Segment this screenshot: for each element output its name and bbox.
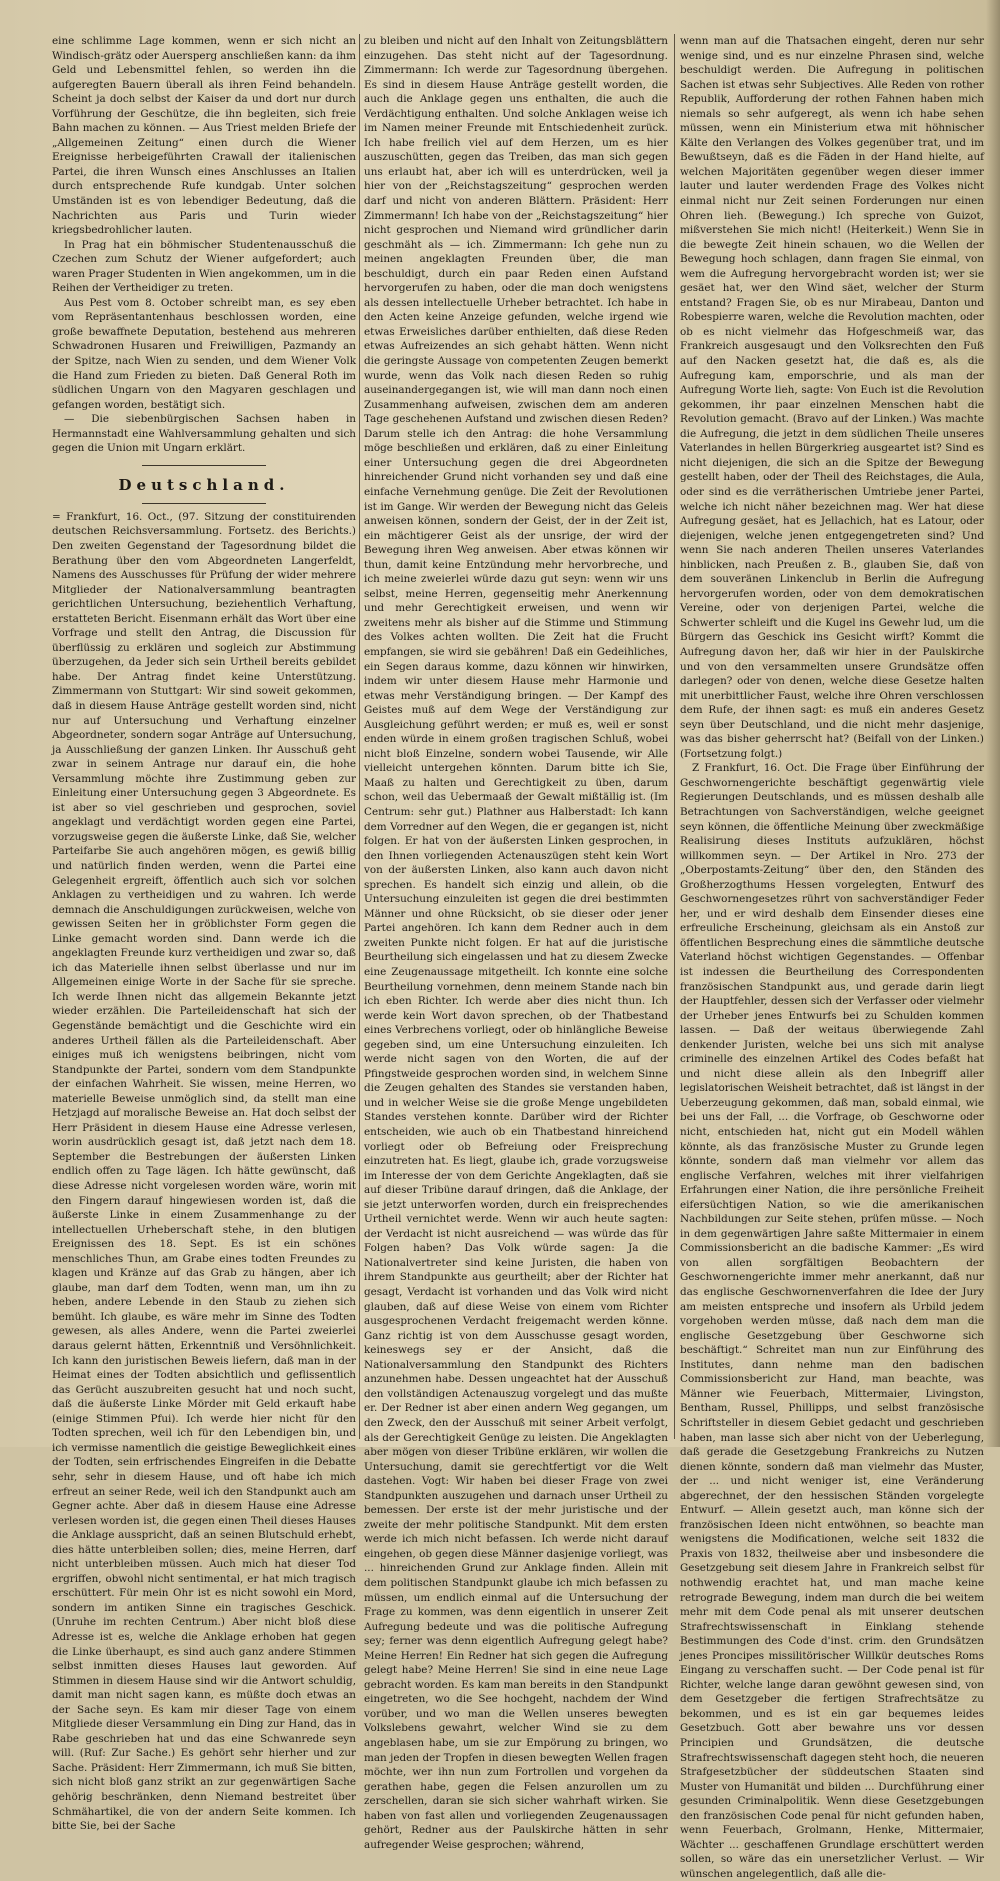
page-edge-shadow [986,0,1000,1447]
column-3-paragraph-2: Z Frankfurt, 16. Oct. Die Frage über Einführung der Geschwornengerichte beschäftigt gegenwärtig viele Regierungen Deutschlands, und es müssen deshalb alle Betrachtungen von Sachverständigen, welche geeignet seyn können, die öffentliche Meinung über zweckmäßige Realisirung dieses Instituts aufzuklären, höchst willkommen seyn. — Der Artikel in Nro. 273 der „Oberpostamts-Zeitung“ über den, den Ständen des Großherzogthums Hessen vorgelegten, Entwurf des Geschwornengesetzes rührt von sachverständiger Feder her, und er wird deshalb dem Einsender dieses eine erfreuliche Erscheinung, gleichsam als ein Anstoß zur öffentlichen Besprechung eines die sämmtliche deutsche Vaterland höchst wichtigen Gegenstandes. — Offenbar ist indessen die Beurtheilung des Correspondenten französischen Standpunkt aus, und gerade darin liegt der Hauptfehler, dessen sich der Verfasser oder vielmehr der Urheber jenes Entwurfs bei zu Schulden kommen lassen. — Daß der weitaus überwiegende Zahl denkender Juristen, welche bei uns sich mit analyse criminelle des einzelnen Artikel des Codes befaßt hat und nicht diese allein als den Inbegriff aller legislatorischen Weisheit betrachtet, daß ist längst in der Ueberzeugung gekommen, daß man, sobald einmal, wie bei uns der Fall, ... die Vorfrage, ob Geschworne oder nicht, entschieden hat, nicht gut ein Modell wählen könnte, als das französische Muster zu Grunde legen könnte, sondern daß man vielmehr vor allem das englische Verfahren, welches mit ihrer vielfahrigen Erfahrungen einer Nation, die ihre persönliche Freiheit eifersüchtigen Nation, so wie die amerikanischen Nachbildungen zur Seite stehen, prüfen müsse. — Noch in dem gegenwärtigen Jahre saßte Mittermaier in einem Commissionsbericht an die badische Kammer: „Es wird von allen sorgfältigen Beobachtern der Geschwornengerichte immer mehr anerkannt, daß nur das englische Geschwornenverfahren die Idee der Jury am meisten entspreche und insofern als Urbild jedem vorgehoben werden müsse, daß nach dem man die englische Gesetzgebung über Geschworne sich beschäftigt.“ Schreitet man nun zur Einführung des Institutes, dann nehme man den badischen Commissionsbericht zur Hand, man beachte, was Männer wie Feuerbach, Mittermaier, Livingston, Bentham, Russel, Phillipps, und selbst französische Schriftsteller in diesem Gebiet gedacht und geschrieben haben, man lasse sich aber nicht von der Ueberlegung, daß gerade die Gesetzgebung Frankreichs zu Nutzen dienen könnte, sondern daß man vielmehr das Muster, der ... und nicht weniger ist, eine Veränderung abgerechnet, der den hessischen Ständen vorgelegte Entwurf. — Allein gesetzt auch, man könne sich der französischen Ideen nicht entwöhnen, so beachte man wenigstens die Modificationen, welche seit 1832 die Praxis von 1832, theilweise aber und insbesondere die Gesetzgebung seit diesem Jahre in Frankreich selbst für nothwendig erachtet hat, und man mache keine retrograde Bewegung, indem man durch die bei weitem mehr mit dem Code penal als mit unserer deutschen Strafrechtswissenschaft in Einklang stehende Bestimmungen des Code d'inst. crim. den Grundsätzen jenes Proncipes missilitörischer Willkür deutsches Roms Eingang zu verschaffen sucht. — Der Code penal ist für Richter, welche lange daran gewöhnt gewesen sind, von dem Gesetzgeber die fertigen Strafrechtsätze zu bekommen, und es ist ein gar bequemes leides Gesetzbuch. Gott aber bewahre uns vor dessen Principien und Grundsätzen, die deutsche Strafrechtswissenschaft dagegen steht hoch, die neueren Strafgesetzbücher der süddeutschen Staaten sind Muster von Humanität und bilden ... Durchführung einer gesunden Criminalpolitik. Wenn diese Gesetzgebungen den französischen Code penal für nicht gefunden haben, wenn Feuerbach, Grolmann, Henke, Mittermaier, Wächter ... geschaffenen Grundlage erschüttert werden sollen, so wäre das ein unersetzlicher Verlust. — Wir wünschen angelegentlich, daß alle die- [680,762,984,1880]
column-1-paragraph-4: — Die siebenbürgischen Sachsen haben in Hermannstadt eine Wahlversammlung gehalten und sich gegen die Union mit Ungarn erklärt. [52,413,356,455]
column-1 [52,34,356,1833]
section-divider [142,465,266,466]
column-2 [364,34,668,1851]
column-3 [680,34,984,1880]
column-2-article-body: zu bleiben und nicht auf den Inhalt von Zeitungsblättern einzugehen. Das steht nicht auf der Tagesordnung. Zimmermann: Ich werde zur Tagesordnung übergehen. Es sind in diesem Hause Anträge gestellt worden, die auch die Anklage gegen uns enthalten, die auch die Verdächtigung enthalten. Und solche Anklagen weise ich im Namen meiner Freunde mit Entschiedenheit zurück. Ich habe freilich viel auf dem Herzen, um es hier auszuschütten, gegen das Treiben, das man sich gegen uns erlaubt hat, aber ich will es unterdrücken, weil ja hier von der „Reichstagszeitung“ gesprochen werden darf und nicht von anderen Blättern. Präsident: Herr Zimmermann! Ich habe von der „Reichstagszeitung“ hier nicht gesprochen und Niemand wird gründlicher darin geschmäht als — ich. Zimmermann: Ich gehe nun zu meinen angeklagten Freunden über, die man beschuldigt, durch ein paar Reden einen Aufstand hervorgerufen zu haben, oder die man doch wenigstens als dessen intellectuelle Urheber betrachtet. Ich habe in den Acten keine Anzeige gefunden, welche irgend wie etwas Erweisliches darüber enthielten, daß diese Reden etwas Aufreizendes an sich gehabt hätten. Wenn nicht die geringste Aussage von competenten Zeugen bemerkt wurde, wenn das Volk nach diesen Reden so ruhig auseinandergegangen ist, wie will man dann noch einen Zusammenhang aufweisen, zwischen dem am anderen Tage geschehenen Aufstand und zwischen diesen Reden? Darum stelle ich den Antrag: die hohe Versammlung möge beschließen und erklären, daß zu einer Einleitung einer Untersuchung gegen die drei Abgeordneten hinreichender Grund nicht vorhanden sey und daß eine einfache Vernehmung genüge. Die Zeit der Revolutionen ist im Gange. Wir werden der Bewegung nicht das Geleis anweisen können, sondern der Geist, der in der Zeit ist, ein mächtigerer Geist als der unsrige, der wird der Bewegung ihren Weg anweisen. Aber etwas können wir thun, damit keine Entzündung mehr hervorbreche, und ich meine zweierlei würde dazu gut seyn: wenn wir uns selbst, meine Herren, gegenseitig mehr Anerkennung und mehr Gerechtigkeit erweisen, und wenn wir zweitens mehr als bisher auf die Stimme und Stimmung des Volkes achten wollten. Die Zeit hat die Frucht empfangen, sie wird sie gebähren! Daß ein Gedeihliches, ein Segen daraus komme, dazu können wir hinwirken, indem wir unter diesem Hause mehr Harmonie und etwas mehr Verständigung bringen. — Der Kampf des Geistes muß auf dem Wege der Verständigung zur Ausgleichung geführt werden; er muß es, weil er sonst enden würde in einem großen tragischen Schluß, wobei nicht bloß Einzelne, sondern wobei Tausende, wir Alle vielleicht untergehen könnten. Darum bitte ich Sie, Maaß zu halten und Gerechtigkeit zu üben, darum schon, weil das Uebermaaß der Gewalt mißtällig ist. (Im Centrum: sehr gut.) Plathner aus Halberstadt: Ich kann dem Vorredner auf den Wegen, die er gegangen ist, nicht folgen. Er hat von der äußersten Linken gesprochen, in den Ihnen vorliegenden Actenauszügen steht kein Wort von der äußersten Linken, also kann auch davon nicht sprechen. Es handelt sich einzig und allein, ob die Untersuchung einzuleiten ist gegen die drei bestimmten Männer und ohne Rücksicht, ob sie dieser oder jener Partei angehören. Ich kann dem Redner auch in dem zweiten Punkte nicht folgen. Er hat auf die juristische Beurtheilung sich eingelassen und hat zu diesem Zwecke eine Zeugenaussage mitgetheilt. Ich konnte eine solche Beurtheilung vornehmen, denn meinem Stande nach bin ich eben Richter. Ich werde aber dies nicht thun. Ich werde kein Wort davon sprechen, ob der Thatbestand eines Verbrechens vorliegt, oder ob hinlängliche Beweise gegeben sind, um eine Untersuchung einzuleiten. Ich werde nicht sagen von den Worten, die auf der Pfingstweide gesprochen worden sind, in welchem Sinne die Zeugen gehalten des Standes sie verstanden haben, und in welcher Weise sie die große Menge ungebildeten Standes verstehen konnte. Darüber wird der Richter entscheiden, wie auch ob ein Thatbestand hinreichend vorliegt oder ob Befreiung oder Freisprechung einzutreten hat. Es liegt, glaube ich, grade vorzugsweise im Interesse der von dem Gerichte Angeklagten, daß sie auf dieser Tribüne darauf dringen, daß die Anklage, der sie jetzt unterworfen worden, durch ein freisprechendes Urtheil vernichtet werde. Wenn wir auch heute sagten: der Verdacht ist nicht ausreichend — was würde das für Folgen haben? Das Volk würde sagen: Ja die Nationalvertreter sind keine Juristen, die haben von ihrem Standpunkte aus geurtheilt; aber der Richter hat gesagt, Verdacht ist vorhanden und das Volk wird nicht glauben, daß auf diese Weise von einem vom Richter ausgesprochenen Verdacht freigemacht werden könne. Ganz richtig ist von dem Ausschusse gesagt worden, keineswegs sey er der Ansicht, daß die Nationalversammlung den Standpunkt des Richters anzunehmen habe. Dessen ungeachtet hat der Ausschuß den vollständigen Actenauszug vorgelegt und das mußte er. Der Redner ist aber einen andern Weg gegangen, um den Zweck, den der Ausschuß mit seiner Arbeit verfolgt, als der Gerechtigkeit Genüge zu leisten. Die Angeklagten aber mögen von dieser Tribüne erklären, wir wollen die Untersuchung, damit sie gerechtfertigt vor die Welt dastehen. Vogt: Wir haben bei dieser Frage von zwei Standpunkten auszugehen und darnach unser Urtheil zu bemessen. Der erste ist der mehr juristische und der zweite der mehr politische Standpunkt. Mit dem ersten werde ich mich nicht befassen. Ich werde nicht darauf eingehen, ob gegen diese Männer dasjenige vorliegt, was ... hinreichenden Grund zur Anklage finden. Allein mit dem politischen Standpunkt glaube ich mich befassen zu müssen, um endlich einmal auf die Untersuchung der Frage zu kommen, was denn eigentlich in unserer Zeit Aufregung bedeute und was die politische Aufregung sey; ferner was denn eigentlich Aufregung gelegt habe? Meine Herren! Ein Redner hat sich gegen die Aufregung gelegt habe? Meine Herren! Sie sind in eine neue Lage gebracht worden. Es kam man bereits in den Standpunkt eingetreten, wo die See hochgeht, nachdem der Wind vorüber, und wo man die Wellen unseres bewegten Volkslebens gewahrt, welcher Wind sie zu dem angeblasen habe, um sie zur Empörung zu bringen, wo man jeden der Tropfen in diesen bewegten Wellen fragen möchte, wer ihn nun zum Fortrollen und vorgehen da gerathen habe, gegen die Felsen anzurollen um zu zerschellen, daran sie sich sicher wahrhaft wirken. Sie haben von fast allen und vorliegenden Zeugenaussagen gehört, Redner aus der Paulskirche hätten in sehr aufregender Weise gesprochen; während, [364,35,668,1851]
column-1-paragraph-3: Aus Pest vom 8. October schreibt man, es sey eben vom Repräsentantenhaus beschlossen worden, eine große bewaffnete Deputation, bestehend aus mehreren Schwadronen Husaren und Freiwilligen, Pazmandy an der Spitze, nach Wien zu senden, und dem Wiener Volk die Hand zum Frieden zu bieten. Daß General Roth im südlichen Ungarn von den Magyaren geschlagen und gefangen worden, bestätigt sich. [52,296,356,411]
column-rule-1 [359,34,360,1439]
section-heading: Deutschland. [118,475,290,494]
column-3-paragraph-1: wenn man auf die Thatsachen eingeht, deren nur sehr wenige sind, und es nur einzelne Phrasen sind, welche beschuldigt werden. Die Aufregung in politischen Sachen ist etwas sehr Subjectives. Alle Reden von rother Republik, Aufforderung der rothen Fahnen haben mich niemals so sehr aufgeregt, als wenn ich habe sehen müssen, wenn ein Ministerium etwa mit höhnischer Kälte den Verlangen des Volkes gegenüber trat, und im Bewußtseyn, daß es die Fäden in der Hand hielte, auf welchen Majoritäten gegenüber wegen dieser immer lauter und lauter werdenden Frage des Volkes nicht einmal nicht nur Zeit seinen Forderungen nur einen Ohren lieh. (Bewegung.) Ich spreche von Guizot, mißverstehen Sie mich nicht! (Heiterkeit.) Wenn Sie in die bewegte Zeit hinein schauen, wo die Wellen der Bewegung hoch schlagen, dann fragen Sie einmal, von wem die Aufregung hervorgebracht worden ist; wer sie gesäet hat, wer den Wind säet, welcher der Sturm entstand? Fragen Sie, ob es nur Mirabeau, Danton und Robespierre waren, welche die Revolution machten, oder ob es nicht vielmehr das Hofgeschmeiß war, das Frankreich ausgesaugt und den Volksrechten den Fuß auf den Nacken gesetzt hat, die daß es, als die Aufregung kam, emporschrie, und als man der Aufregung Worte lieh, sagte: Von Euch ist die Revolution gekommen, ihr paar einzelnen Menschen habt die Revolution gemacht. (Bravo auf der Linken.) Was machte die Aufregung, die jetzt in dem südlichen Theile unseres Vaterlandes in hellen Bürgerkrieg ausgeartet ist? Sind es nicht diejenigen, die sich an die Spitze der Bewegung gestellt haben, oder der Theil des Reichstages, die Aula, oder sind es die verrätherischen Umtriebe jener Partei, welche ich nicht näher bezeichnen mag. Wer hat diese Aufregung gesäet, hat es Jellachich, hat es Latour, oder diejenigen, welche jenen entgegengetreten sind? Und wenn Sie nach anderen Theilen unseres Vaterlandes hinblicken, nach Preußen z. B., glauben Sie, daß von dem souveränen Linkenclub in Berlin die Aufregung hervorgerufen worden, oder von dem demokratischen Vereine, oder von derjenigen Partei, welche die Schwerter schleift und die Kugel ins Gewehr lud, um die Bürgern das Geschick ins Gesicht wirft? Kommt die Aufregung davon her, daß wir hier in der Paulskirche und von den versammelten unsere Grundsätze offen darlegen? oder von denen, welche diese Gesetze halten mit unerbittlicher Faust, welche ihre Ohren verschlossen dem Rufe, der ihnen sagt: es muß ein anderes Gesetz seyn über Deutschland, und die nicht mehr dasjenige, was das bisher geherrscht hat? (Beifall von der Linken.) (Fortsetzung folgt.) [680,35,984,760]
section-divider-bottom [142,503,266,504]
column-1-article-body: = Frankfurt, 16. Oct., (97. Sitzung der constituirenden deutschen Reichsversammlung. Fortsetz. des Berichts.) Den zweiten Gegenstand der Tagesordnung bildet die Berathung über den vom Abgeordneten Langerfeldt, Namens des Ausschusses für Prüfung der wider mehrere Mitglieder der Nationalversammlung beantragten gerichtlichen Untersuchung, beziehentlich Verhaftung, erstatteten Bericht. Eisenmann erhält das Wort über eine Vorfrage und stellt den Antrag, die Discussion für überflüssig zu erklären und sogleich zur Abstimmung überzugehen, da Jeder sich sein Urtheil bereits gebildet habe. Der Antrag findet keine Unterstützung. Zimmermann von Stuttgart: Wir sind soweit gekommen, daß in diesem Hause Anträge gestellt worden sind, nicht nur auf Untersuchung und Verhaftung einzelner Abgeordneter, sondern sogar Anträge auf Untersuchung, ja Ausschließung der ganzen Linken. Ihr Ausschuß geht zwar in seinem Antrage nur darauf ein, die hohe Versammlung möchte ihre Zustimmung geben zur Einleitung einer Untersuchung gegen 3 Abgeordnete. Es ist aber so viel geschrieben und gesprochen, soviel angeklagt und verdächtigt worden gegen eine Partei, vorzugsweise gegen die äußerste Linke, daß Sie, welcher Parteifarbe Sie auch angehören mögen, es gewiß billig und natürlich finden werden, wenn die Partei eine Gelegenheit ergreift, öffentlich auch sich vor solchen Anklagen zu vertheidigen und zu wahren. Ich werde demnach die Anschuldigungen zurückweisen, welche von gewissen Seiten her in gröblichster Form gegen die Linke gemacht worden sind. Dann werde ich die angeklagten Freunde kurz vertheidigen und zwar so, daß ich das Materielle ihnen selbst überlasse und nur im Allgemeinen einige Worte in der Sache für sie spreche. Ich werde Ihnen nicht das allgemein Bekannte jetzt wieder erzählen. Die Parteileidenschaft hat sich der Gegenstände bemächtigt und die Geschichte wird ein anderes Urtheil fällen als die Parteileidenschaft. Aber einiges muß ich wenigstens beibringen, nicht vom Standpunkte der Partei, sondern vom dem Standpunkte der einfachen Wahrheit. Sie wissen, meine Herren, wo materielle Beweise unmöglich sind, da stellt man eine Hetzjagd auf moralische Beweise an. Hat doch selbst der Herr Präsident in diesem Hause eine Adresse verlesen, worin ausdrücklich gesagt ist, daß jetzt nach dem 18. September die Bestrebungen der äußersten Linken endlich offen zu Tage lägen. Ich hätte gewünscht, daß diese Adresse nicht vorgelesen worden wäre, worin mit den Fingern darauf hingewiesen worden ist, daß die äußerste Linke in einem Zusammenhange zu der intellectuellen Urheberschaft stehe, in den blutigen Ereignissen des 18. Sept. Es ist ein schönes menschliches Thun, am Grabe eines todten Freundes zu klagen und Kränze auf das Grab zu hängen, aber ich glaube, man darf dem Todten, wenn man, um ihn zu heben, andere Lebende in den Staub zu ziehen sich bemüht. Ich glaube, es wäre mehr im Sinne des Todten gewesen, als alles Andere, wenn die Partei zweierlei daraus gelernt hätten, Erkenntniß und Versöhnlichkeit. Ich kann den juristischen Beweis liefern, daß man in der Heimat eines der Todten absichtlich und geflissentlich das Gerücht auszubreiten gesucht hat und noch sucht, daß die äußerste Linke Mörder mit Geld erkauft habe (einige Stimmen Pfui). Ich werde hier nicht für den Todten sprechen, weil ich für den Lebendigen bin, und ich vermisse namentlich die geistige Beweglichkeit eines der Todten, sein erfrischendes Eingreifen in die Debatte sehr, sehr in diesem Hause, und oft habe ich mich erfreut an seiner Rede, weil ich den Standpunkt auch am Gegner achte. Aber daß in diesem Hause eine Adresse verlesen worden ist, die gegen einen Theil dieses Hauses die Anklage ausspricht, daß an seinen Blutschuld erhebt, dies hätte unterbleiben sollen; dies, meine Herren, darf nicht unterbleiben müssen. Auch mich hat dieser Tod ergriffen, obwohl nicht sentimental, er hat mich tragisch erschüttert. Für mein Ohr ist es nicht sowohl ein Mord, sondern im antiken Sinne ein tragisches Geschick. (Unruhe im rechten Centrum.) Aber nicht bloß diese Adresse ist es, welche die Anklage erhoben hat gegen die Linke überhaupt, es sind auch ganz andere Stimmen selbst inmitten dieses Hauses laut geworden. Auf Stimmen in diesem Hause sind wir die Antwort schuldig, damit man nicht sagen kann, es müßte doch etwas an der Sache seyn. Es kam mir dieser Tage von einem Mitgliede dieser Versammlung ein Ding zur Hand, das in Rabe geschrieben hat und das eine Schwanrede seyn will. (Ruf: Zur Sache.) Es gehört sehr hierher und zur Sache. Präsident: Herr Zimmermann, ich muß Sie bitten, sich nicht bloß ganz strikt an zur gegenwärtigen Sache gehörig beschränken, denn Niemand bestreitet über Schmähartikel, die von der andern Seite kommen. Ich bitte Sie, bei der Sache [52,510,356,1833]
column-1-paragraph-2: In Prag hat ein böhmischer Studentenausschuß die Czechen zum Schutz der Wiener aufgefordert; auch waren Prager Studenten in Wien angekommen, um in die Reihen der Vertheidiger zu treten. [52,238,356,295]
column-rule-2 [674,34,675,1439]
column-1-paragraph-1: eine schlimme Lage kommen, wenn er sich nicht an Windisch-grätz oder Auersperg anschließen kann: da ihm Geld und Lebensmittel fehlen, so werden ihn die aufgeregten Bauern überall als ihren Feind behandeln. Scheint ja doch selbst der Kaiser da und dort nur durch Vorführung der Geschütze, die ihn begleiten, sich freie Bahn machen zu können. — Aus Triest melden Briefe der „Allgemeinen Zeitung“ einen durch die Wiener Ereignisse herbeigeführten Crawall der italienischen Partei, die ihren Wunsch eines Anschlusses an Italien durch entsprechende Rufe kundgab. Unter solchen Umständen ist es von lebendiger Bedeutung, daß die Nachrichten aus Paris und Turin wieder kriegsbedrohlicher lauten. [52,35,356,237]
